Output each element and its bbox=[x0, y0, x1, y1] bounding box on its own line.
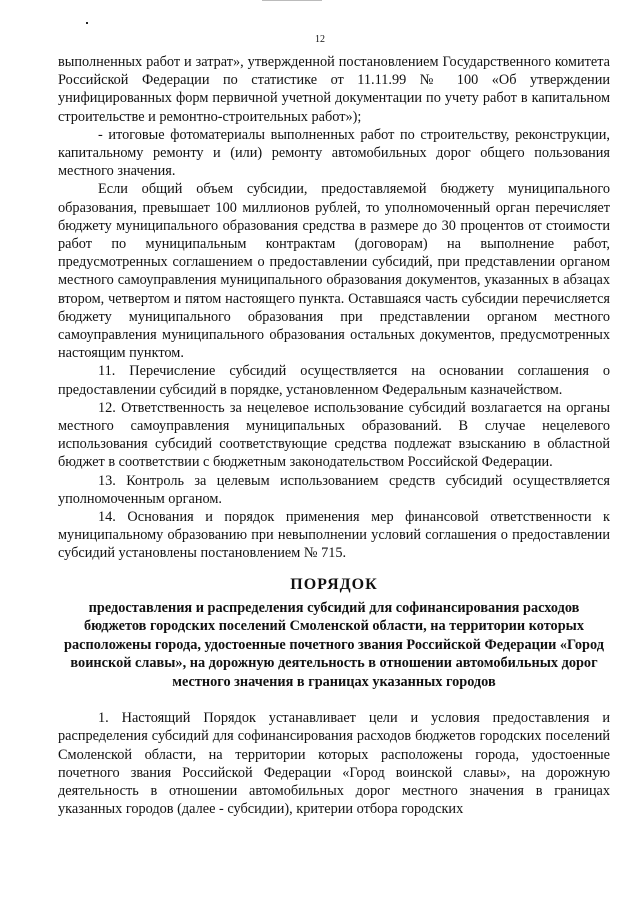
paragraph-subsidy-volume: Если общий объем субсидии, предоставляемой бюджету муниципального образования, превышает 100 миллионов рублей, то уполномоченный орган перечисляет бюджету муниципального образования средства в размере до 30 процентов от стоимости работ по муниципальным контрактам (договорам) на выполнение работ, предусмотренных соглашением о предоставлении субсидий, при представлении органом местного самоуправления муниципального образования документов, указанных в абзацах втором, четвертом и пятом настоящего пункта. Оставшаяся часть субсидии перечисляется бюджету муниципального образования при представлении органом местного самоуправления муниципального образования остальных документов, предусмотренных настоящим пунктом. bbox=[58, 181, 610, 362]
section-subtitle: предоставления и распределения субсидий для софинансирования расходов бюджетов городских поселений Смоленской области, на территории которых расположены города, удостоенные почетного звания Российской Федерации «Город воинской славы», на дорожную деятельность в отношении автомобильных дорог местного значения в границах указанных городов bbox=[64, 599, 604, 690]
paragraph-item-1: 1. Настоящий Порядок устанавливает цели и условия предоставления и распределения субсидий для софинансирования расходов бюджетов городских поселений Смоленской области, на территории которых расположены города, удостоенные почетного звания Российской Федерации «Город воинской славы», на дорожную деятельность в отношении автомобильных дорог местного значения в границах указанных городов (далее - субсидии), критерии отбора городских bbox=[58, 710, 610, 818]
paragraph-item-14: 14. Основания и порядок применения мер финансовой ответственности к муниципальному образованию при невыполнении условий соглашения о предоставлении субсидий установлены постановлением № 715. bbox=[58, 509, 610, 562]
section-title: ПОРЯДОК bbox=[290, 575, 378, 593]
scan-speck bbox=[86, 22, 88, 24]
page-number: 12 bbox=[315, 34, 325, 45]
document-body bbox=[58, 53, 610, 818]
paragraph-photo-materials: - итоговые фотоматериалы выполненных работ по строительству, реконструкции, капитальному ремонту и (или) ремонту автомобильных дорог общего пользования местного значения. bbox=[58, 126, 610, 180]
paragraph-continuation: выполненных работ и затрат», утвержденной постановлением Государственного комитета Российской Федерации по статистике от 11.11.99 № 100 «Об утверждении унифицированных форм первичной учетной документации по учету работ в капитальном строительстве и ремонтно-строительных работ»); bbox=[58, 54, 610, 125]
paragraph-item-12: 12. Ответственность за нецелевое использование субсидий возлагается на органы местного самоуправления муниципальных образований. В случае нецелевого использования субсидий соответствующие средства подлежат взысканию в областной бюджет в соответствии с бюджетным законодательством Российской Федерации. bbox=[58, 399, 610, 471]
paragraph-item-11: 11. Перечисление субсидий осуществляется на основании соглашения о предоставлении субсидий в порядке, установленном Федеральным казначейством. bbox=[58, 363, 610, 398]
spacer bbox=[58, 691, 610, 709]
scan-edge bbox=[262, 0, 322, 1]
paragraph-item-13: 13. Контроль за целевым использованием средств субсидий осуществляется уполномоченным органом. bbox=[58, 472, 610, 507]
